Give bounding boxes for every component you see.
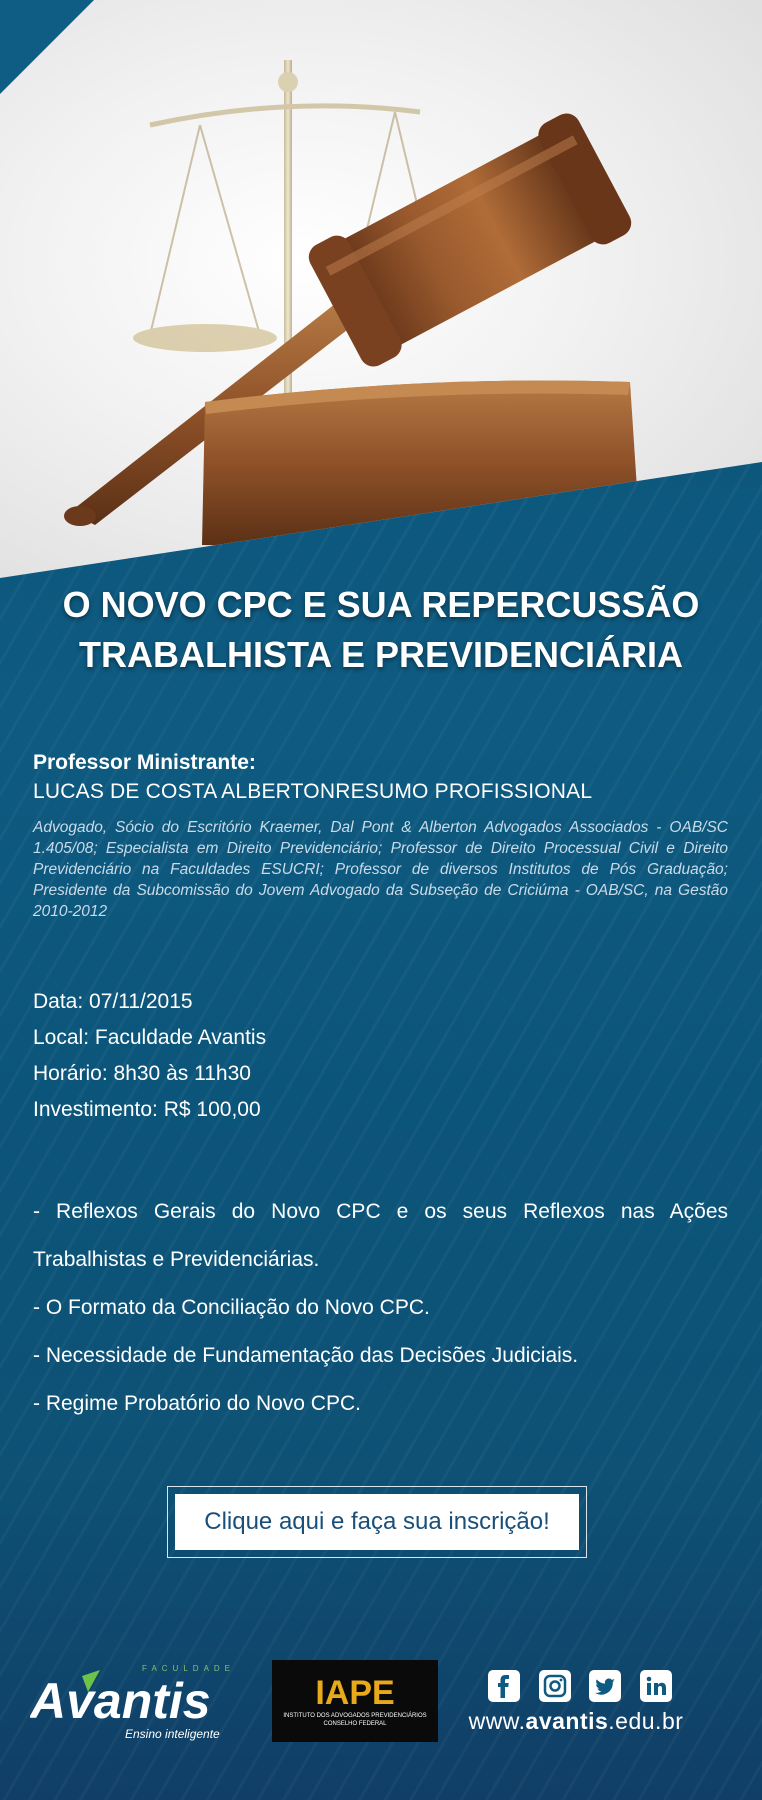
topic-item: - Regime Probatório do Novo CPC. <box>33 1392 361 1415</box>
professor-name: LUCAS DE COSTA ALBERTONRESUMO PROFISSIONAL <box>33 780 593 803</box>
hero-image <box>0 0 762 580</box>
avantis-logo-name: Avantis <box>30 1673 211 1729</box>
event-date: Data: 07/11/2015 <box>33 990 193 1013</box>
page-title <box>20 580 742 680</box>
url-domain: avantis <box>525 1708 609 1734</box>
gavel-scales-illustration <box>0 0 762 580</box>
topic-item: - Reflexos Gerais do Novo CPC e os seus Reflexos nas Ações Trabalhistas e Previdenciárias. <box>33 1200 728 1271</box>
avantis-logo[interactable] <box>30 1658 240 1744</box>
event-info <box>33 984 266 1128</box>
professor-label: Professor Ministrante: <box>33 751 256 774</box>
iape-logo-name: IAPE <box>315 1674 395 1712</box>
event-time: Horário: 8h30 às 11h30 <box>33 1062 251 1085</box>
facebook-icon[interactable] <box>488 1670 520 1702</box>
event-price: Investimento: R$ 100,00 <box>33 1098 261 1121</box>
url-suffix: .edu.br <box>608 1708 684 1734</box>
title-line-2: TRABALHISTA E PREVIDENCIÁRIA <box>78 634 684 675</box>
event-location: Local: Faculdade Avantis <box>33 1026 267 1049</box>
website-link[interactable] <box>456 1708 696 1735</box>
iape-logo-line1: INSTITUTO DOS ADVOGADOS PREVIDENCIÁRIOS <box>283 1713 427 1719</box>
twitter-icon[interactable] <box>589 1670 621 1702</box>
url-prefix: www. <box>468 1708 526 1734</box>
iape-logo-line2: CONSELHO FEDERAL <box>323 1721 387 1727</box>
topic-item: - O Formato da Conciliação do Novo CPC. <box>33 1296 430 1319</box>
topics-list <box>33 1188 728 1428</box>
professor-bio: Advogado, Sócio do Escritório Kraemer, Dal Pont & Alberton Advogados Associados - OAB/SC 1.405/08; Especialista em Direito Previdenciário; Professor de Direito Processual Civil e Direito Previdenciário na Faculdades ESUCRI; Professor de diversos Institutos de Pós Graduação; Presidente da Subcomissão do Jovem Advogado da Subseção de Criciúma - OAB/SC, na Gestão 2010-2012 <box>33 819 728 920</box>
cta-frame <box>167 1486 587 1558</box>
register-button[interactable]: Clique aqui e faça sua inscrição! <box>175 1494 579 1550</box>
linkedin-icon[interactable] <box>640 1670 672 1702</box>
iape-logo[interactable] <box>272 1660 438 1742</box>
topic-item: - Necessidade de Fundamentação das Decisões Judiciais. <box>33 1344 579 1367</box>
social-links <box>488 1670 672 1702</box>
title-line-1: O NOVO CPC E SUA REPERCUSSÃO <box>62 584 700 625</box>
corner-accent <box>0 0 94 94</box>
avantis-logo-tagline: Ensino inteligente <box>125 1727 220 1741</box>
instagram-icon[interactable] <box>539 1670 571 1702</box>
avantis-logo-small: FACULDADE <box>142 1664 236 1673</box>
